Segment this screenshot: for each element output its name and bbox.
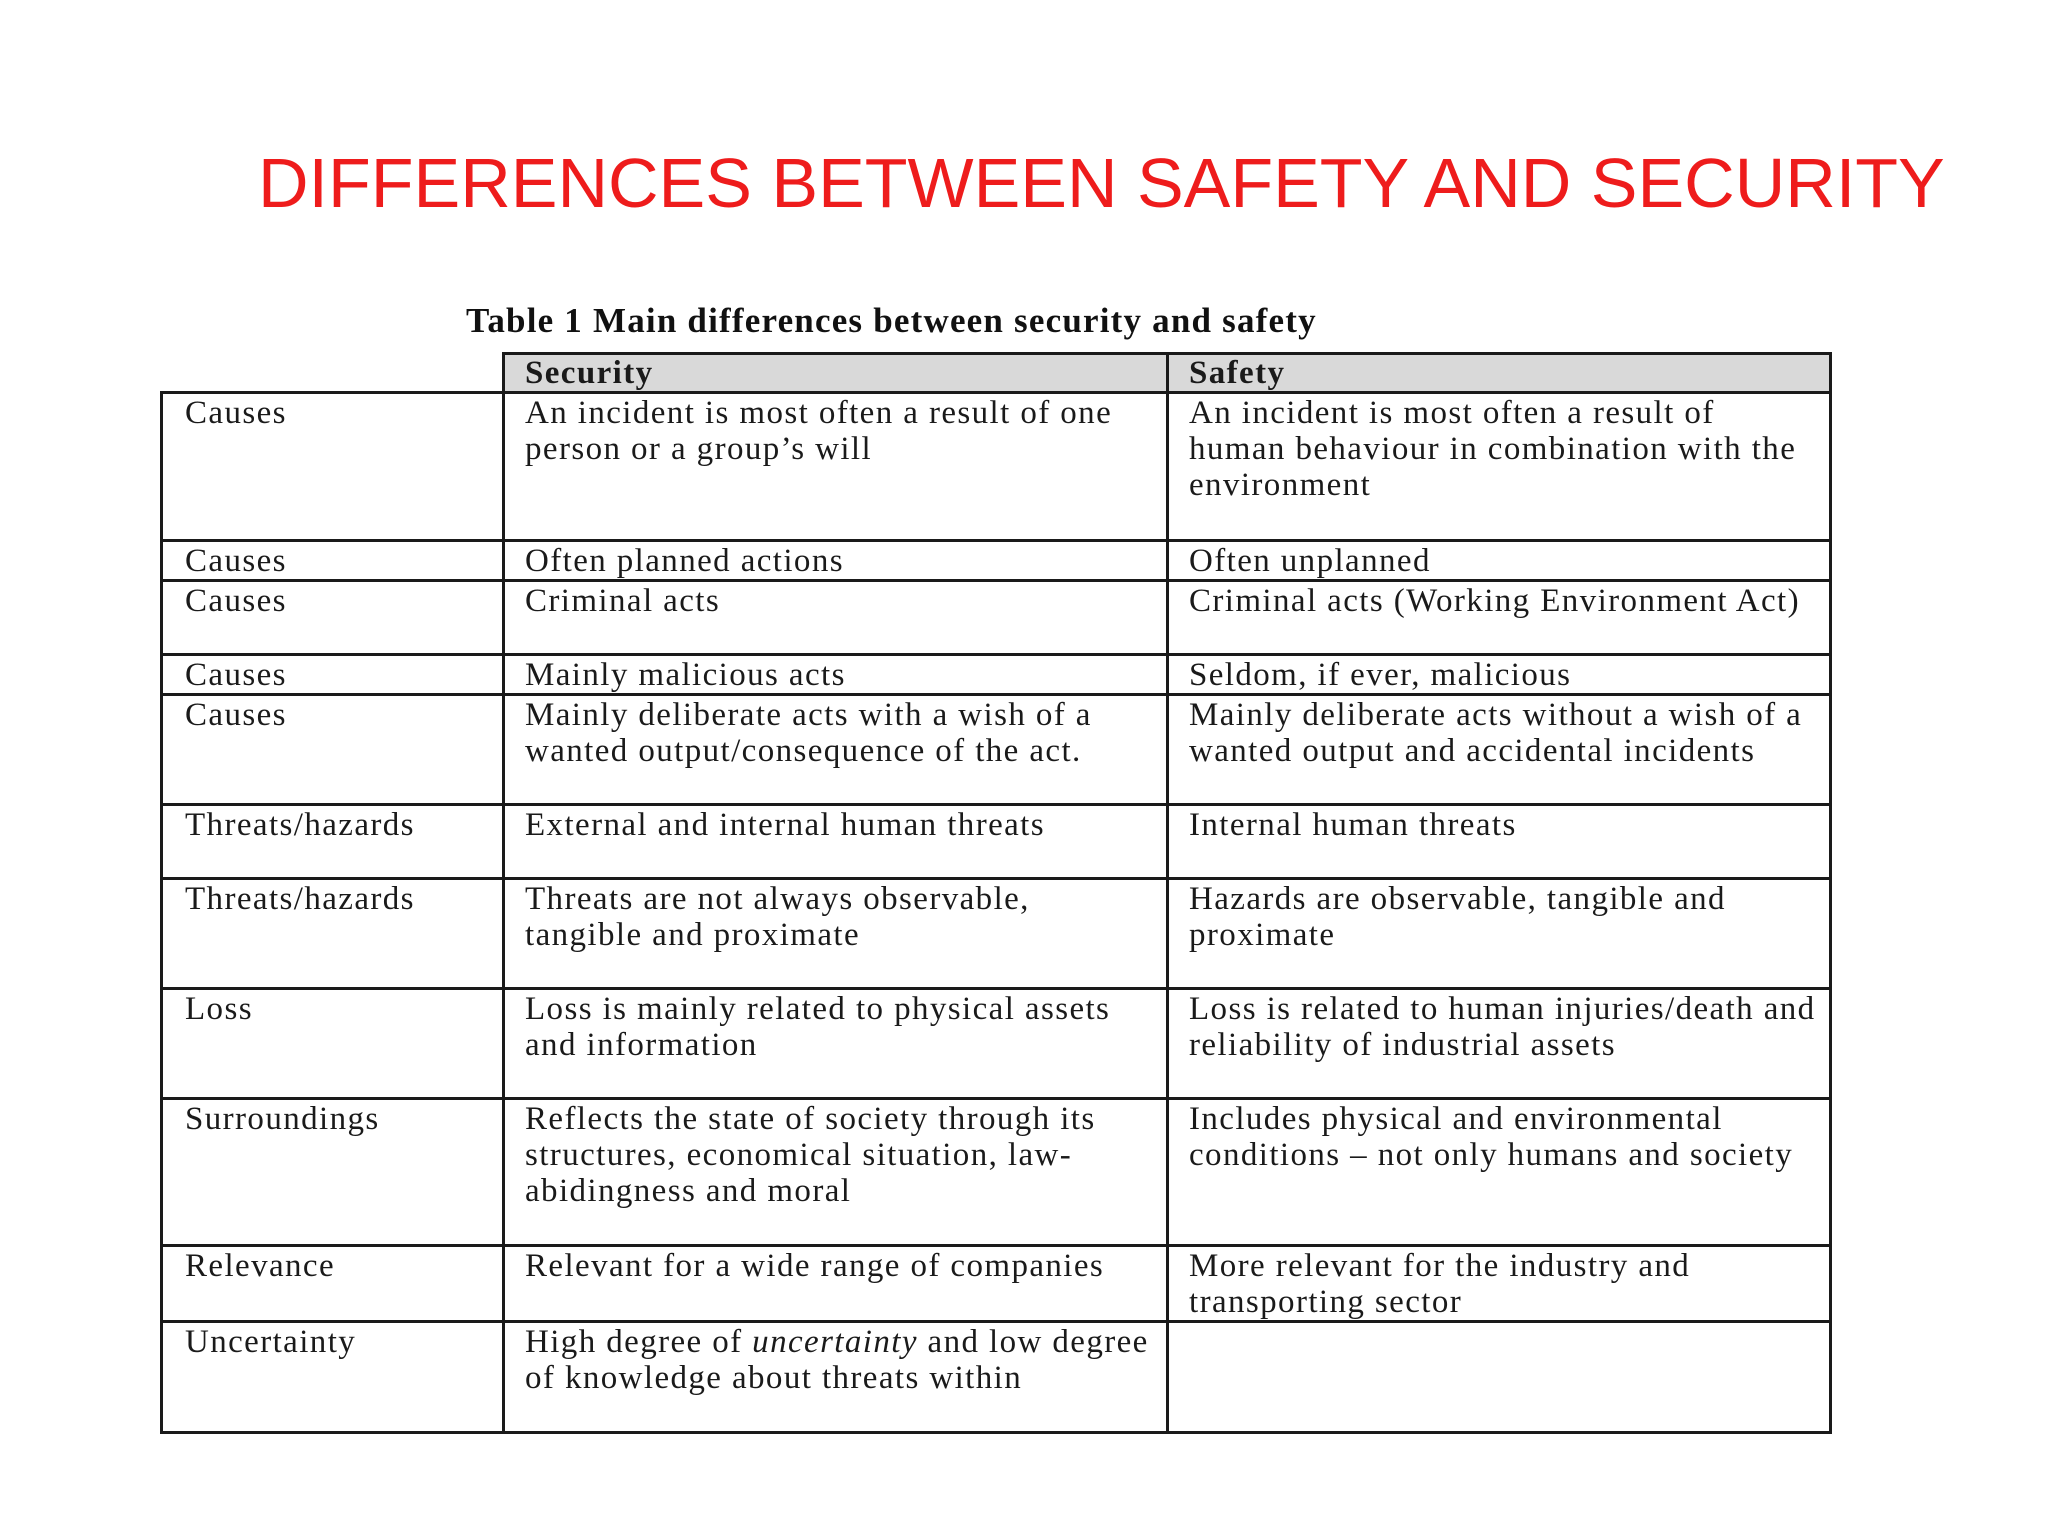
row-safety: Loss is related to human injuries/death and reliability of industrial assets: [1168, 989, 1831, 1099]
row-security: External and internal human threats: [504, 805, 1168, 879]
slide-title: DIFFERENCES BETWEEN SAFETY AND SECURITY: [258, 144, 1945, 222]
table-row: [162, 1322, 1831, 1433]
row-category: Uncertainty: [162, 1322, 504, 1433]
row-security-italic: uncertainty: [752, 1324, 918, 1360]
row-safety: More relevant for the industry and transporting sector: [1168, 1246, 1831, 1322]
row-category: Relevance: [162, 1246, 504, 1322]
row-security: Loss is mainly related to physical assets and information: [504, 989, 1168, 1099]
row-category: Causes: [162, 695, 504, 805]
row-category: Threats/hazards: [162, 805, 504, 879]
row-security: Reflects the state of society through its structures, economical situation, law-abidingness and moral: [504, 1099, 1168, 1246]
table-row: [162, 655, 1831, 695]
row-safety: Mainly deliberate acts without a wish of a wanted output and accidental incidents: [1168, 695, 1831, 805]
row-security: Threats are not always observable, tangible and proximate: [504, 879, 1168, 989]
row-safety: [1168, 1322, 1831, 1433]
row-safety: Often unplanned: [1168, 541, 1831, 581]
row-category: Causes: [162, 541, 504, 581]
differences-table: [160, 352, 1832, 1434]
row-category: Causes: [162, 655, 504, 695]
table-row: [162, 695, 1831, 805]
row-category: Causes: [162, 581, 504, 655]
header-security: Security: [504, 354, 1168, 393]
row-security: Mainly deliberate acts with a wish of a wanted output/consequence of the act.: [504, 695, 1168, 805]
table-row: [162, 541, 1831, 581]
row-security-text-end: and low degree of knowledge about threats within: [525, 1324, 1149, 1396]
row-security: Often planned actions: [504, 541, 1168, 581]
table-row: [162, 1246, 1831, 1322]
row-category: Threats/hazards: [162, 879, 504, 989]
row-safety: Internal human threats: [1168, 805, 1831, 879]
header-blank-cell: [162, 354, 504, 393]
row-security: Criminal acts: [504, 581, 1168, 655]
header-safety: Safety: [1168, 354, 1831, 393]
row-security: Relevant for a wide range of companies: [504, 1246, 1168, 1322]
row-category: Surroundings: [162, 1099, 504, 1246]
row-category: Loss: [162, 989, 504, 1099]
table-row: [162, 989, 1831, 1099]
table-row: [162, 581, 1831, 655]
row-security-text: High degree of: [525, 1324, 753, 1360]
table-row: [162, 879, 1831, 989]
row-security: [504, 1322, 1168, 1433]
table-row: [162, 805, 1831, 879]
table-row: [162, 1099, 1831, 1246]
row-safety: Seldom, if ever, malicious: [1168, 655, 1831, 695]
table-header-row: [162, 354, 1831, 393]
row-safety: Hazards are observable, tangible and proximate: [1168, 879, 1831, 989]
row-security: An incident is most often a result of one person or a group’s will: [504, 393, 1168, 541]
row-safety: Criminal acts (Working Environment Act): [1168, 581, 1831, 655]
row-safety: Includes physical and environmental conditions – not only humans and society: [1168, 1099, 1831, 1246]
row-security: Mainly malicious acts: [504, 655, 1168, 695]
table-caption: Table 1 Main differences between security and safety: [466, 301, 1317, 340]
row-category: Causes: [162, 393, 504, 541]
table-row: [162, 393, 1831, 541]
row-safety: An incident is most often a result of human behaviour in combination with the environment: [1168, 393, 1831, 541]
